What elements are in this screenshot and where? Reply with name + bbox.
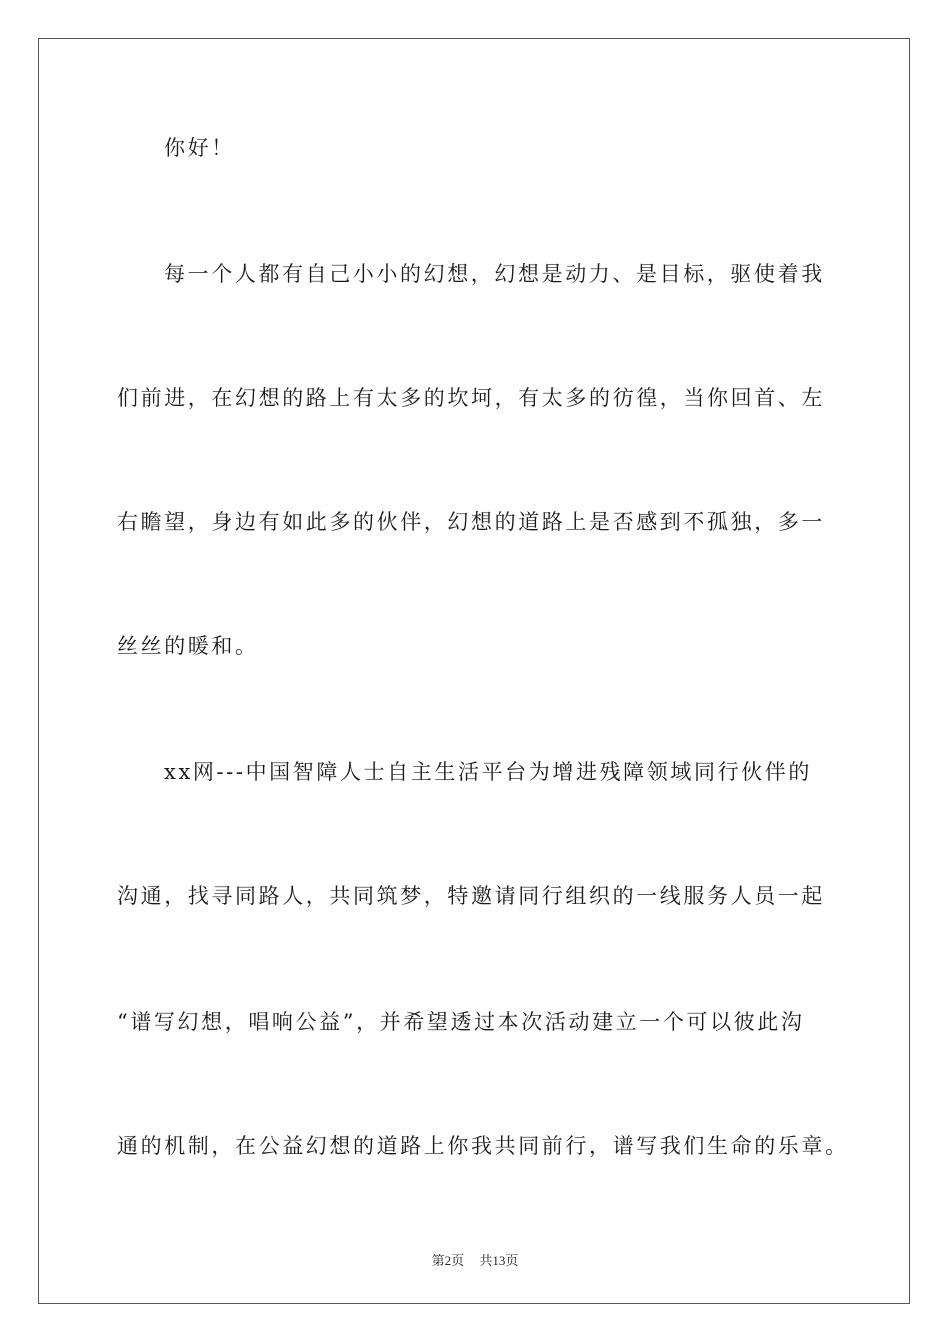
paragraph-2-line-4: 通的机制，在公益幻想的道路上你我共同前行，谱写我们生命的乐章。 <box>117 1134 849 1158</box>
paragraph-2-line-1: xx网---中国智障人士自主生活平台为增进残障领域同行伙伴的 <box>164 760 812 784</box>
page-total: 共13页 <box>479 1253 519 1268</box>
paragraph-2-line-2: 沟通，找寻同路人，共同筑梦，特邀请同行组织的一线服务人员一起 <box>117 884 825 908</box>
paragraph-1-line-4: 丝丝的暖和。 <box>117 634 259 658</box>
page-border <box>38 38 910 1304</box>
paragraph-2-line-3: “谱写幻想，唱响公益”，并希望透过本次活动建立一个可以彼此沟 <box>117 1010 805 1034</box>
paragraph-1-line-1: 每一个人都有自己小小的幻想，幻想是动力、是目标，驱使着我 <box>164 262 825 286</box>
page-number: 第2页 <box>431 1253 465 1268</box>
paragraph-1-line-3: 右瞻望，身边有如此多的伙伴，幻想的道路上是否感到不孤独，多一 <box>117 510 825 534</box>
greeting-line: 你好！ <box>164 136 235 160</box>
paragraph-1-line-2: 们前进，在幻想的路上有太多的坎坷，有太多的彷徨，当你回首、左 <box>117 386 825 410</box>
page-footer <box>0 1250 950 1269</box>
